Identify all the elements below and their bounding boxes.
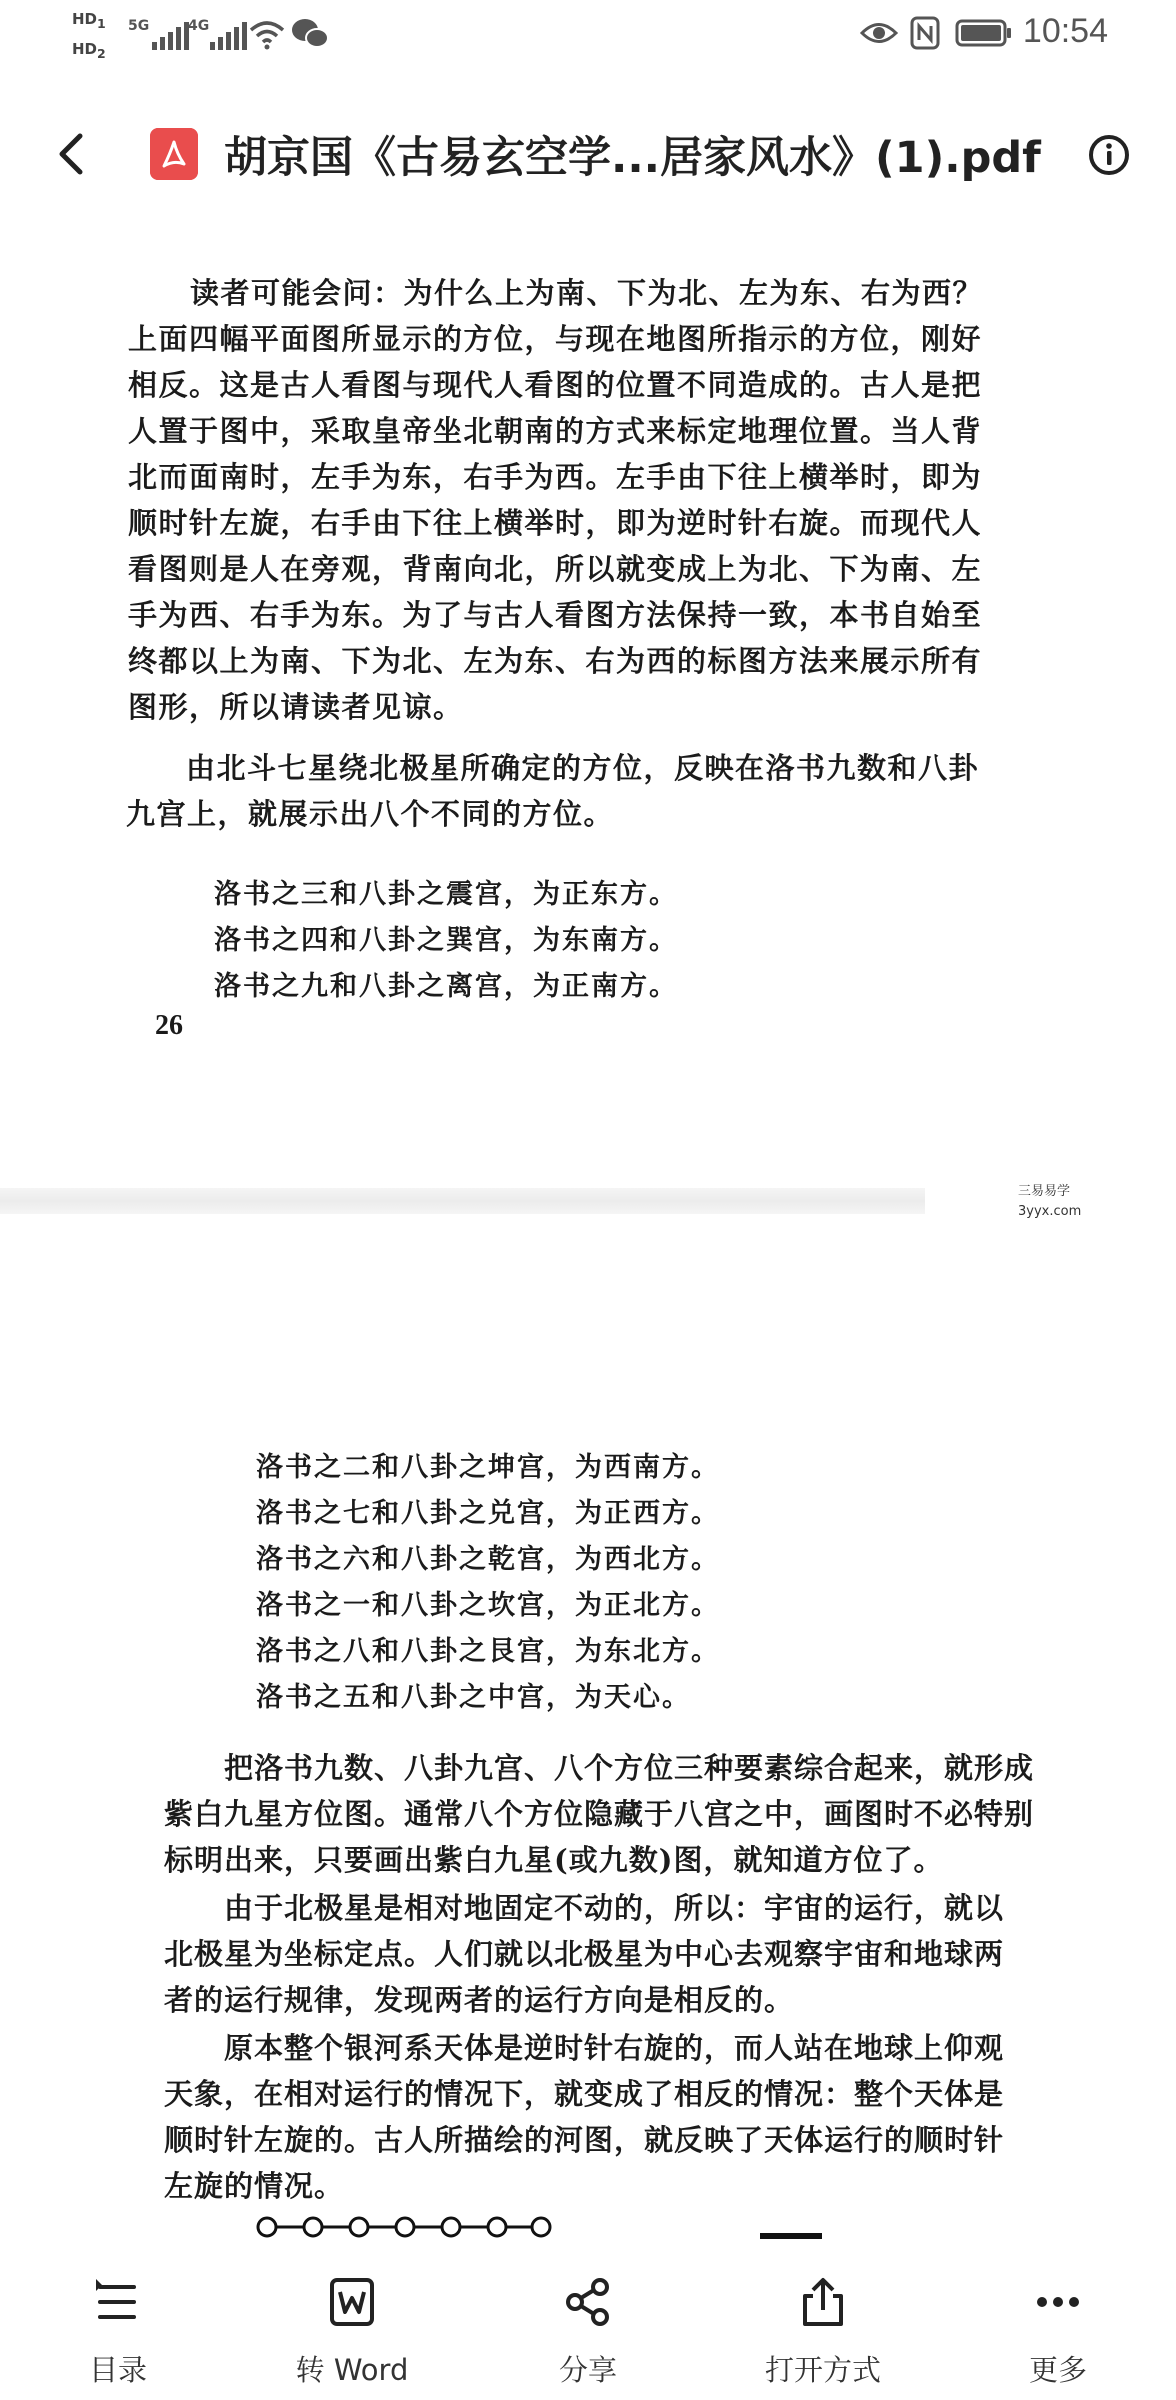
- toolbar-item-label: 转 Word: [295, 2353, 409, 2387]
- text-line: 紫白九星方位图。通常八个方位隐藏于八宫之中，画图时不必特别: [164, 1797, 1035, 1831]
- list-item: 洛书之七和八卦之兑宫，为正西方。: [256, 1498, 720, 1529]
- text-line: 天象，在相对运行的情况下，就变成了相反的情况：整个天体是: [164, 2077, 1005, 2111]
- paragraph: [164, 1885, 1004, 2023]
- list-item: 洛书之九和八卦之离宫，为正南方。: [214, 971, 678, 1002]
- paragraph: [164, 2025, 1004, 2209]
- toolbar-item-to-word[interactable]: [272, 2276, 432, 2389]
- document-title: 胡京国《古易玄空学...居家风水》(1).pdf: [224, 133, 1041, 183]
- pdf-file-icon: [150, 128, 198, 180]
- toolbar-item-more[interactable]: [978, 2276, 1138, 2389]
- text-line: 看图则是人在旁观，背南向北，所以就变成上为北、下为南、左: [128, 552, 983, 586]
- page-number: 26: [155, 1010, 183, 1041]
- list-item: 洛书之六和八卦之乾宫，为西北方。: [256, 1544, 720, 1575]
- text-line: 北而面南时，左手为东，右手为西。左手由下往上横举时，即为: [128, 460, 983, 494]
- list-item: 洛书之四和八卦之巽宫，为东南方。: [214, 925, 678, 956]
- text-line: 手为西、右手为东。为了与古人看图方法保持一致，本书自始至: [128, 598, 983, 632]
- network-type-1: 5G: [128, 18, 150, 34]
- text-line: 顺时针左旋，右手由下往上横举时，即为逆时针右旋。而现代人: [128, 506, 983, 540]
- text-line: 人置于图中，采取皇帝坐北朝南的方式来标定地理位置。当人背: [128, 414, 983, 448]
- status-bar: [0, 0, 1176, 72]
- signal-icon-1: [152, 22, 189, 50]
- text-line: 图形，所以请读者见谅。: [128, 690, 464, 724]
- wechat-icon: [290, 16, 330, 52]
- text-line: 由于北极星是相对地固定不动的，所以：宇宙的运行，就以: [224, 1891, 1005, 1925]
- clock: 10:54: [1022, 12, 1108, 50]
- eye-comfort-icon: [860, 20, 898, 46]
- word-icon: [326, 2276, 378, 2328]
- text-line: 相反。这是古人看图与现代人看图的位置不同造成的。古人是把: [128, 368, 983, 402]
- hd-badge-2: $HD_2$: [72, 40, 106, 61]
- list-item: 洛书之五和八卦之中宫，为天心。: [256, 1682, 691, 1713]
- toolbar-item-open-with[interactable]: [743, 2276, 903, 2389]
- list-icon: [92, 2276, 144, 2328]
- more-icon: [1032, 2276, 1084, 2328]
- open-with-icon: [797, 2276, 849, 2328]
- toolbar-item-contents[interactable]: [38, 2276, 198, 2389]
- text-line: 由北斗七星绕北极星所确定的方位，反映在洛书九数和八卦: [186, 751, 980, 785]
- hd-badge-1: $HD_1$: [72, 10, 106, 31]
- list-item: 洛书之一和八卦之坎宫，为正北方。: [256, 1590, 720, 1621]
- info-icon[interactable]: [1088, 134, 1130, 176]
- network-type-2: 4G: [188, 18, 210, 34]
- share-icon: [562, 2276, 614, 2328]
- page-separator: [0, 1188, 925, 1214]
- hetu-dot-chain: [255, 2212, 555, 2242]
- text-line: 把洛书九数、八卦九宫、八个方位三种要素综合起来，就形成: [224, 1751, 1035, 1785]
- toolbar-item-label: 更多: [1028, 2353, 1087, 2387]
- text-line: 标明出来，只要画出紫白九星(或九数)图，就知道方位了。: [164, 1843, 944, 1877]
- bottom-toolbar: [0, 2250, 1176, 2400]
- battery-icon: [955, 18, 1013, 48]
- paragraph: [126, 745, 979, 837]
- list-item: 洛书之二和八卦之坤宫，为西南方。: [256, 1452, 720, 1483]
- text-line: 左旋的情况。: [164, 2169, 345, 2203]
- text-line: 九宫上，就展示出八个不同的方位。: [126, 797, 615, 831]
- paragraph: [128, 270, 983, 730]
- wifi-icon: [248, 18, 286, 50]
- watermark-line: 3yyx.com: [1018, 1204, 1082, 1219]
- text-line: 原本整个银河系天体是逆时针右旋的，而人站在地球上仰观: [224, 2031, 1005, 2065]
- text-line: 者的运行规律，发现两者的运行方向是相反的。: [164, 1983, 795, 2017]
- app-header: [0, 110, 1176, 198]
- text-line: 北极星为坐标定点。人们就以北极星为中心去观察宇宙和地球两: [164, 1937, 1005, 1971]
- text-line: 顺时针左旋的。古人所描绘的河图，就反映了天体运行的顺时针: [164, 2123, 1005, 2157]
- signal-icon-2: [210, 22, 247, 50]
- back-arrow-icon[interactable]: [52, 132, 92, 176]
- list-item: 洛书之八和八卦之艮宫，为东北方。: [256, 1636, 720, 1667]
- paragraph: [164, 1745, 1034, 1883]
- text-line: 上面四幅平面图所显示的方位，与现在地图所指示的方位，刚好: [128, 322, 983, 356]
- text-line: 读者可能会问：为什么上为南、下为北、左为东、右为西？: [190, 276, 984, 310]
- toolbar-item-label: 目录: [88, 2353, 147, 2387]
- watermark: [1018, 1182, 1081, 1222]
- watermark-line: 三易易学: [1018, 1184, 1071, 1199]
- hetu-bar-mark: [760, 2233, 822, 2239]
- toolbar-item-share[interactable]: [508, 2276, 668, 2389]
- text-line: 终都以上为南、下为北、左为东、右为西的标图方法来展示所有: [128, 644, 983, 678]
- nfc-icon: [910, 16, 940, 50]
- list-item: 洛书之三和八卦之震宫，为正东方。: [214, 879, 678, 910]
- toolbar-item-label: 打开方式: [764, 2353, 881, 2387]
- toolbar-item-label: 分享: [558, 2353, 617, 2387]
